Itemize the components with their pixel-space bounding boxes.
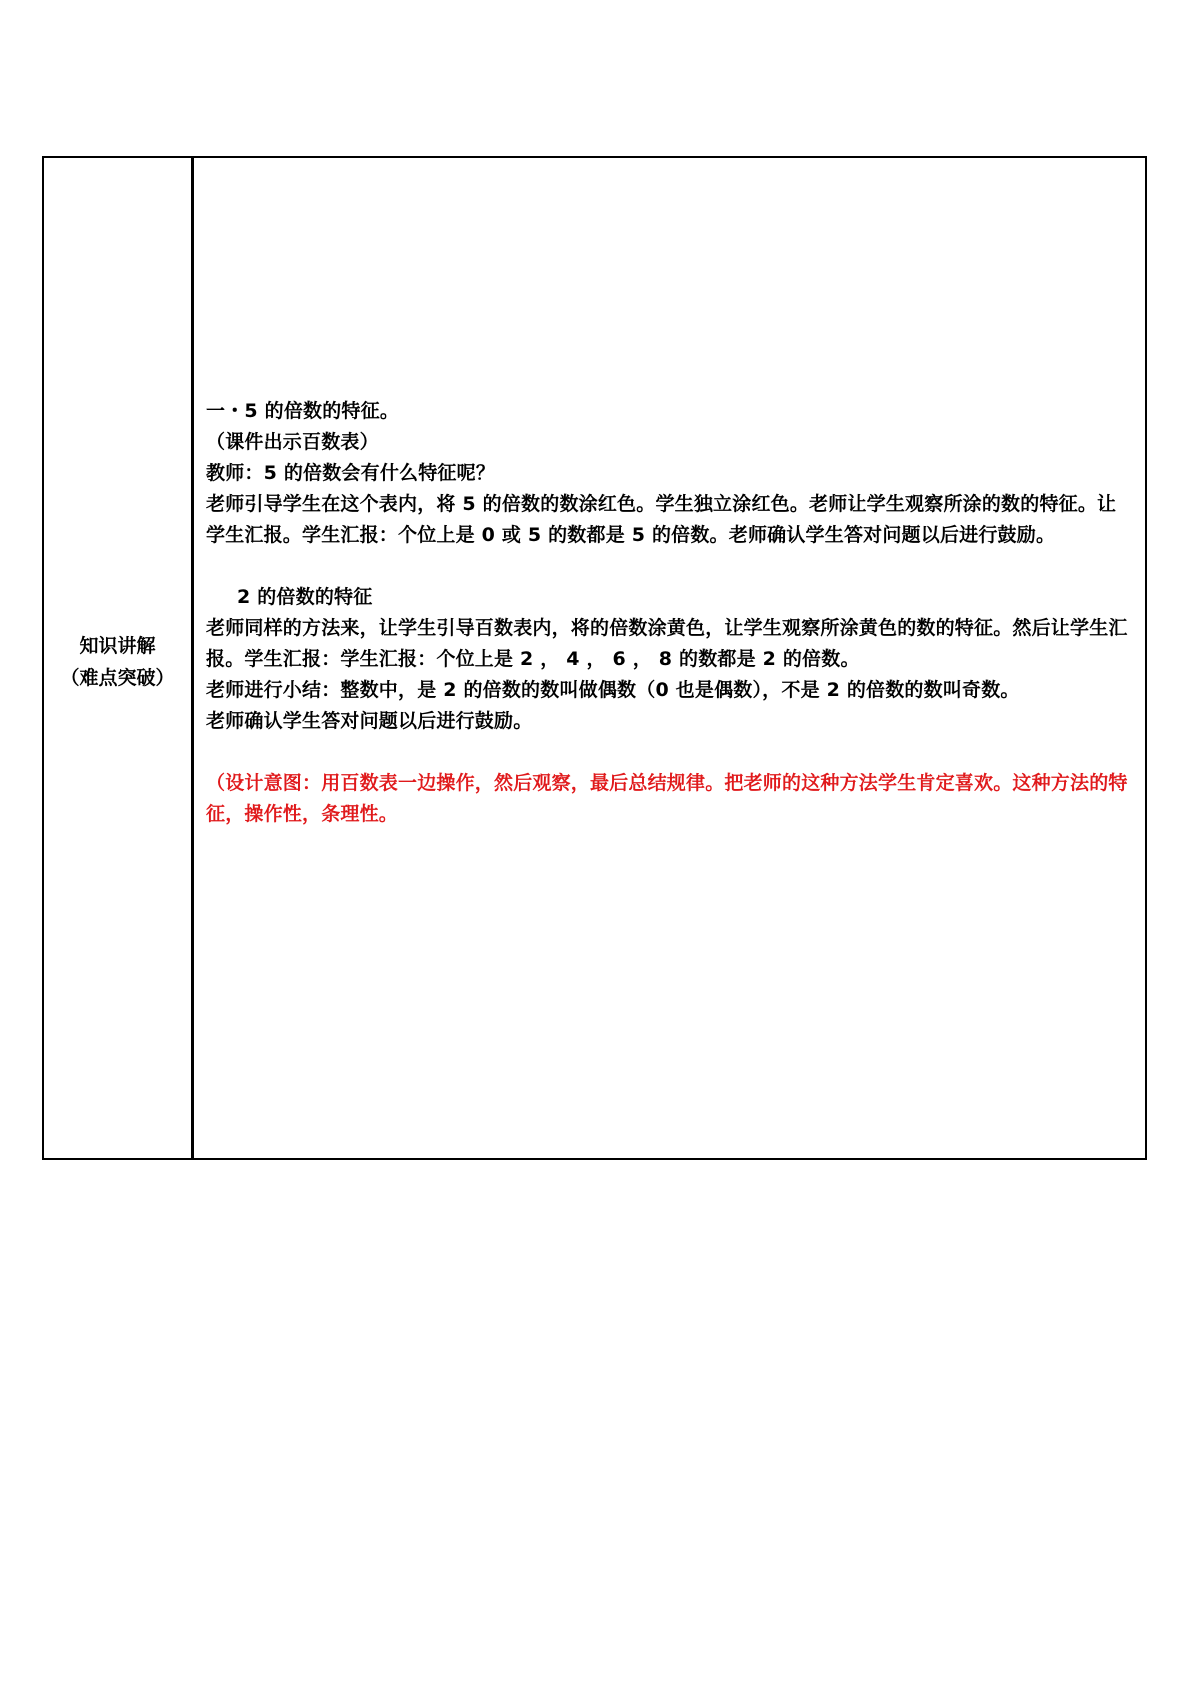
summary-paragraph: 老师进行小结：整数中，是 2 的倍数的数叫做偶数（0 也是偶数），不是 2 的倍数的数叫奇数。 [206, 679, 1020, 701]
teacher-question: 教师：5 的倍数会有什么特征呢？ [206, 462, 496, 484]
spacer [206, 737, 1135, 768]
section-content [206, 396, 1135, 830]
spacer [206, 551, 1135, 582]
section-content-cell [194, 158, 1145, 1158]
heading-multiples-of-2: 2 的倍数的特征 [237, 586, 373, 608]
design-intent-paragraph: （设计意图：用百数表一边操作，然后观察，最后总结规律。把老师的这种方法学生肯定喜欢。这种方法的特征，操作性，条理性。 [206, 772, 1128, 825]
multiples-of-2-paragraph: 老师同样的方法来，让学生引导百数表内，将的倍数涂黄色，让学生观察所涂黄色的数的特征。然后让学生汇报。学生汇报：学生汇报：个位上是 2 ， 4 ， 6 ， 8 的数都是 2 的倍数。 [206, 617, 1128, 670]
section-label-cell [44, 158, 194, 1158]
heading-multiples-of-5: 一・5 的倍数的特征。 [206, 400, 400, 422]
lesson-plan-table [42, 156, 1147, 1160]
encouragement-paragraph: 老师确认学生答对问题以后进行鼓励。 [206, 710, 533, 732]
courseware-note: （课件出示百数表） [206, 431, 379, 453]
section-label-subtitle: （难点突破） [60, 667, 175, 689]
section-label [44, 630, 191, 694]
section-label-title: 知识讲解 [79, 635, 156, 657]
multiples-of-5-paragraph: 老师引导学生在这个表内，将 5 的倍数的数涂红色。学生独立涂红色。老师让学生观察所涂的数的特征。让学生汇报。学生汇报：个位上是 0 或 5 的数都是 5 的倍数。老师确认学生答对问题以后进行鼓励。 [206, 493, 1117, 546]
